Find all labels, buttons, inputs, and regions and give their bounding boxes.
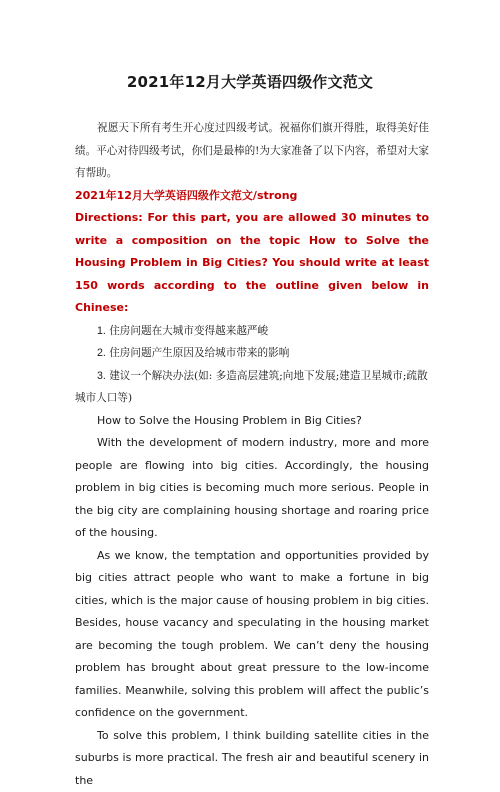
essay-paragraph-2: As we know, the temptation and opportunities provided by big cities attract people who want to make a fortune in big cities, which is the major cause of housing problem in big cities. Besides, house vacancy and speculating in the housing market are becoming the tough problem. We can’t deny the housing problem has brought about great pressure to the low-income families. Meanwhile, solving this problem will affect the public’s confidence on the government. <box>75 545 429 725</box>
essay-paragraph-3: To solve this problem, I think building satellite cities in the suburbs is more practical. The fresh air and beautiful scenery in the <box>75 725 429 792</box>
essay-title: How to Solve the Housing Problem in Big Cities? <box>75 410 429 433</box>
essay-paragraph-1: With the development of modern industry, more and more people are flowing into big cities. Accordingly, the housing problem in big cities is becoming much more serious. People in the big city are complaining housing shortage and roaring price of the housing. <box>75 432 429 545</box>
document-body <box>75 117 429 792</box>
outline-number: 3. <box>97 370 106 382</box>
outline-number: 2. <box>97 347 106 359</box>
directions-paragraph: Directions: For this part, you are allowed 30 minutes to write a composition on the topic How to Solve the Housing Problem in Big Cities? You should write at least 150 words according to the outline given below in Chinese: <box>75 207 429 320</box>
outline-text: 住房问题在大城市变得越来越严峻 <box>109 325 268 337</box>
outline-text: 住房问题产生原因及给城市带来的影响 <box>109 347 289 359</box>
red-heading: 2021年12月大学英语四级作文范文/strong <box>75 185 429 208</box>
outline-number: 1. <box>97 325 106 337</box>
page-title: 2021年12月大学英语四级作文范文 <box>0 71 500 92</box>
outline-item-2 <box>75 342 429 365</box>
outline-item-1 <box>75 320 429 343</box>
outline-item-3 <box>75 365 429 410</box>
outline-text: 建议一个解决办法(如: 多造高层建筑;向地下发展;建造卫星城市;疏散城市人口等) <box>75 370 428 405</box>
intro-paragraph: 祝愿天下所有考生开心度过四级考试。祝福你们旗开得胜，取得美好佳绩。平心对待四级考试，你们是最棒的!为大家准备了以下内容，希望对大家有帮助。 <box>75 117 429 185</box>
